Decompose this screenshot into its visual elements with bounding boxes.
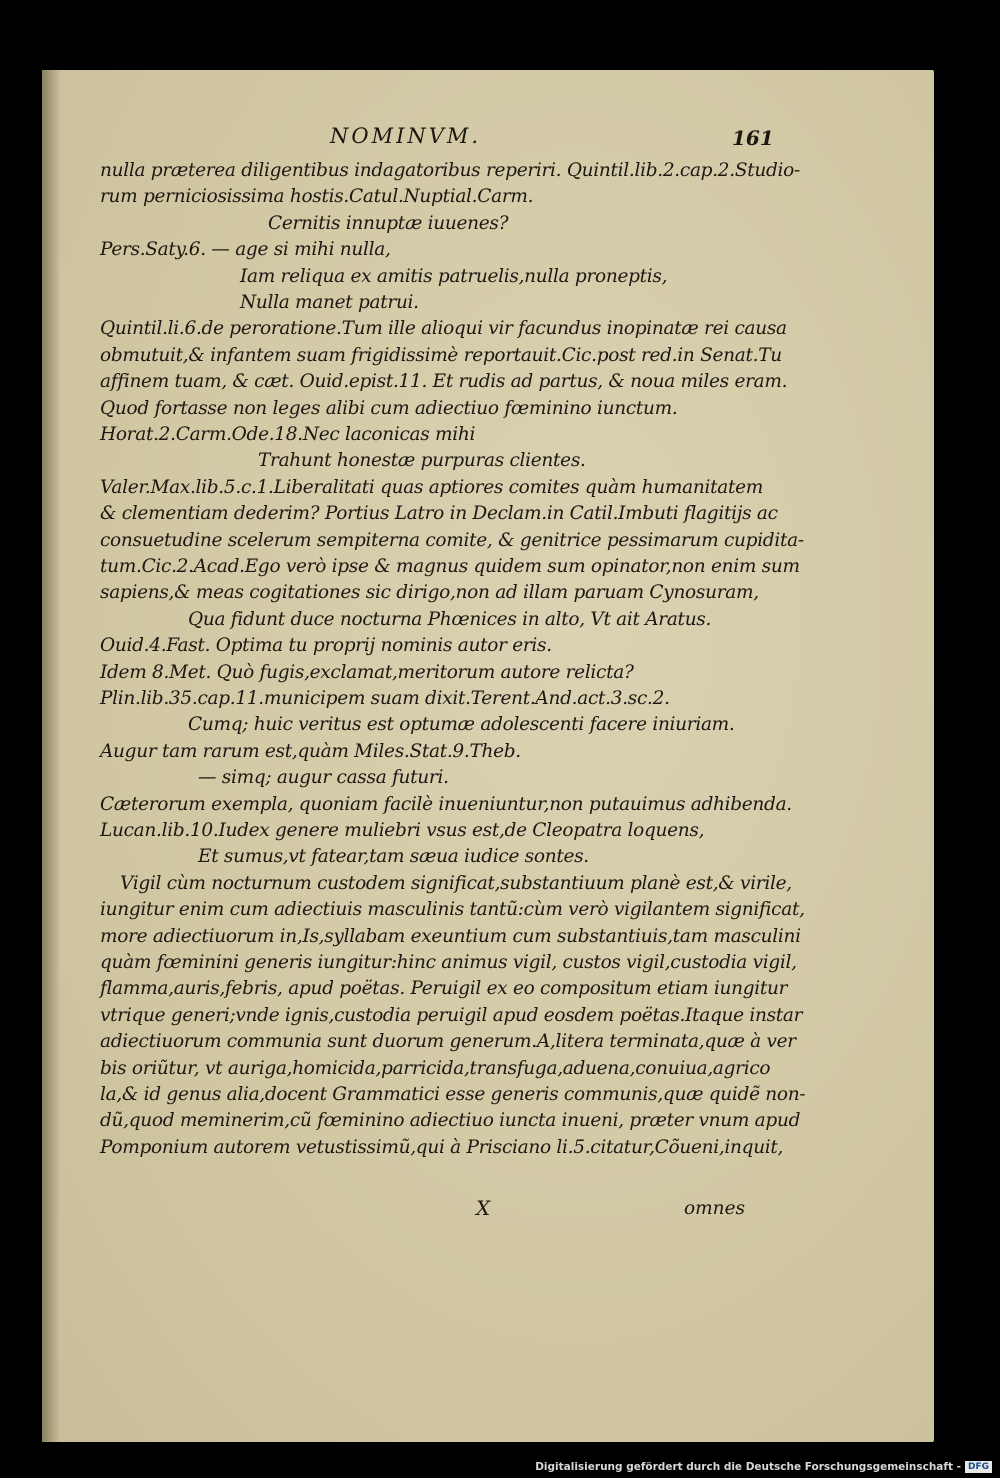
text-line: Cumq; huic veritus est optumæ adolescenti facere iniuriam.: [188, 714, 735, 736]
text-line: Et sumus,vt fatear,tam sæua iudice sontes.: [198, 846, 589, 868]
text-line: Pomponium autorem vetustissimũ,qui à Prisciano li.5.citatur,Cõueni,inquit,: [100, 1136, 784, 1158]
text-line: affinem tuam, & cæt. Ouid.epist.11. Et rudis ad partus, & noua miles eram.: [100, 371, 788, 393]
text-line: sapiens,& meas cogitationes sic dirigo,non ad illam paruam Cynosuram,: [100, 582, 759, 604]
running-head: NOMINVM.: [330, 124, 482, 148]
text-line: vtrique generi;vnde ignis,custodia peruigil apud eosdem poëtas.Itaque instar: [100, 1004, 803, 1026]
catchword: omnes: [684, 1198, 746, 1219]
text-line: nulla præterea diligentibus indagatoribus reperiri. Quintil.lib.2.cap.2.Studio-: [100, 160, 800, 181]
dfg-logo: DFG: [965, 1461, 992, 1473]
text-line: iungitur enim cum adiectiuis masculinis tantũ:cùm verò vigilantem significat,: [100, 899, 805, 921]
text-line: Idem 8.Met. Quò fugis,exclamat,meritorum autore relicta?: [100, 661, 634, 683]
credit-text: Digitalisierung gefördert durch die Deutsche Forschungsgemeinschaft -: [535, 1461, 961, 1473]
text-line: adiectiuorum communia sunt duorum generum.A,litera terminata,quæ à ver: [100, 1031, 796, 1053]
signature-mark: X: [476, 1196, 491, 1220]
text-line: quàm fœminini generis iungitur:hinc animus vigil, custos vigil,custodia vigil,: [100, 952, 797, 973]
text-line: more adiectiuorum in,Is,syllabam exeuntium cum substantiuis,tam masculini: [100, 925, 801, 947]
text-line: Augur tam rarum est,quàm Miles.Stat.9.Theb.: [100, 740, 521, 762]
text-line: consuetudine scelerum sempiterna comite, & genitrice pessimarum cupidita-: [100, 529, 804, 551]
text-line: la,& id genus alia,docent Grammatici esse generis communis,quæ quidẽ non-: [100, 1084, 806, 1105]
text-line: Iam reliqua ex amitis patruelis,nulla proneptis,: [240, 265, 668, 287]
page-number: 161: [732, 126, 774, 150]
text-line: Plin.lib.35.cap.11.municipem suam dixit.Terent.And.act.3.sc.2.: [100, 688, 670, 709]
text-line: bis oriũtur, vt auriga,homicida,parricida,transfuga,aduena,conuiua,agrico: [100, 1057, 771, 1079]
text-line: Horat.2.Carm.Ode.18.Nec laconicas mihi: [100, 424, 476, 445]
digitization-credit: [535, 1461, 992, 1473]
text-line: Qua fidunt duce nocturna Phœnices in alto, Vt ait Aratus.: [188, 608, 712, 630]
text-line: Ouid.4.Fast. Optima tu proprij nominis autor eris.: [100, 635, 552, 657]
text-line: Vigil cùm nocturnum custodem significat,substantiuum planè est,& virile,: [120, 872, 792, 894]
text-line: rum perniciosissima hostis.Catul.Nuptial.Carm.: [100, 186, 534, 208]
text-line: Quintil.li.6.de peroratione.Tum ille alioqui vir facundus inopinatæ rei causa: [100, 318, 787, 340]
text-line: flamma,auris,febris, apud poëtas. Peruigil ex eo compositum etiam iungitur: [100, 978, 788, 1000]
text-line: Nulla manet patrui.: [240, 292, 419, 313]
text-line: & clementiam dederim? Portius Latro in Declam.in Catil.Imbuti flagitijs ac: [100, 503, 778, 525]
text-line: Lucan.lib.10.Iudex genere muliebri vsus est,de Cleopatra loquens,: [100, 820, 705, 841]
text-line: — simq; augur cassa futuri.: [198, 767, 449, 789]
text-line: Cæterorum exempla, quoniam facilè inueniuntur,non putauimus adhibenda.: [100, 793, 792, 815]
text-line: tum.Cic.2.Acad.Ego verò ipse & magnus quidem sum opinator,non enim sum: [100, 556, 800, 577]
text-line: obmutuit,& infantem suam frigidissimè reportauit.Cic.post red.in Senat.Tu: [100, 344, 782, 366]
text-line: Trahunt honestæ purpuras clientes.: [258, 450, 586, 472]
text-line: Valer.Max.lib.5.c.1.Liberalitati quas aptiores comites quàm humanitatem: [100, 476, 763, 498]
text-line: Quod fortasse non leges alibi cum adiectiuo fœminino iunctum.: [100, 397, 678, 419]
text-line: Pers.Saty.6. — age si mihi nulla,: [100, 239, 391, 261]
text-line: dũ,quod meminerim,cũ fœminino adiectiuo iuncta inueni, præter vnum apud: [100, 1110, 801, 1132]
text-line: Cernitis innuptæ iuuenes?: [268, 212, 509, 234]
page-gutter: [42, 70, 60, 1442]
